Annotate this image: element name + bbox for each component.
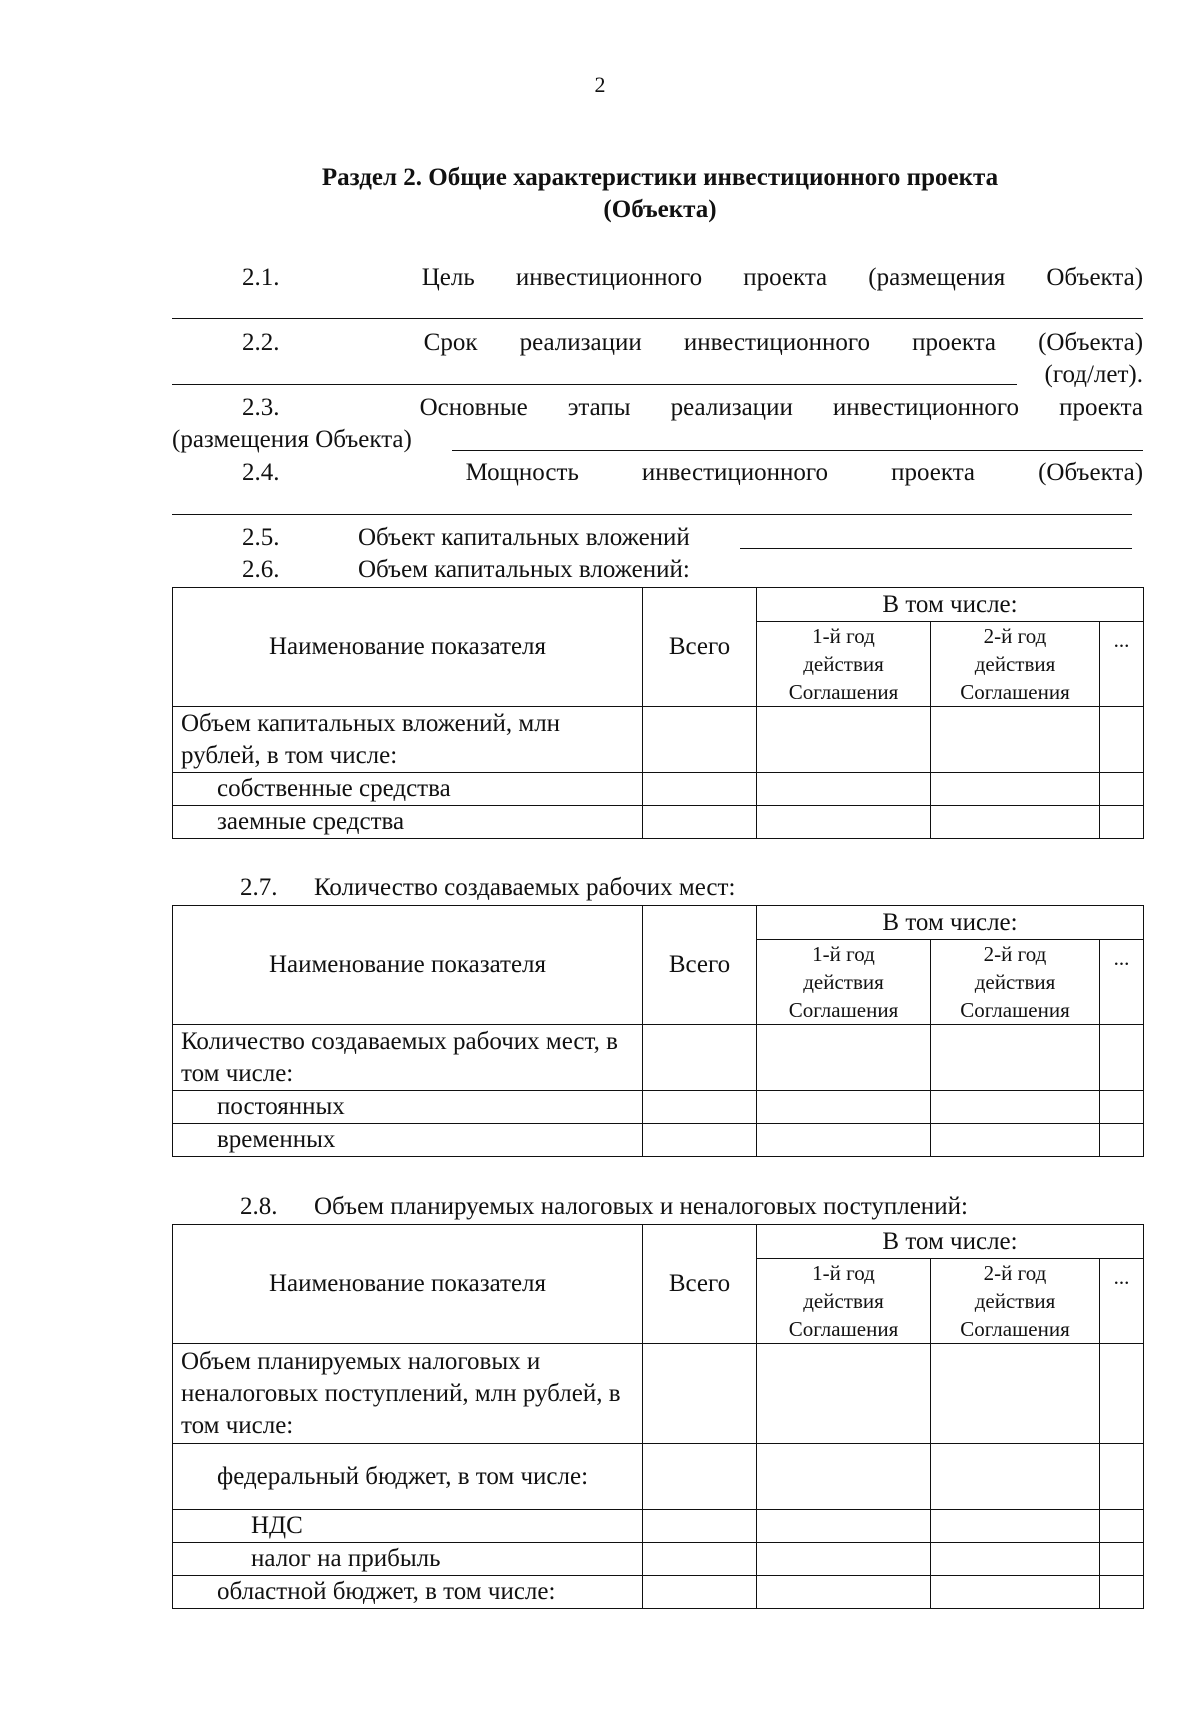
word: инвестиционного	[641, 459, 829, 486]
header-name: Наименование показателя	[173, 906, 643, 1025]
cell[interactable]	[931, 1344, 1100, 1444]
word: инвестиционного	[515, 264, 703, 291]
word: реализации	[670, 394, 793, 421]
header-year2-l3: Соглашения	[960, 998, 1070, 1022]
header-name: Наименование показателя	[173, 1225, 643, 1344]
header-year1-l2: действия	[803, 1289, 884, 1313]
header-year2-l1: 2-й год	[983, 624, 1047, 648]
row-label: Объем капитальных вложений, млн рублей, в том числе:	[173, 707, 643, 773]
cell[interactable]	[757, 1510, 931, 1543]
cell[interactable]	[1100, 1344, 1144, 1444]
word: проекта	[1059, 394, 1144, 421]
cell[interactable]	[931, 1025, 1100, 1091]
section-title	[170, 162, 1150, 226]
item-2-2	[172, 327, 1143, 359]
header-year2	[931, 940, 1100, 1025]
header-year2-l2: действия	[974, 652, 1056, 676]
header-year1	[757, 940, 931, 1025]
header-year2-l1: 2-й год	[983, 942, 1047, 966]
section-title-line1: Раздел 2. Общие характеристики инвестиционного проекта	[321, 164, 999, 191]
cell[interactable]	[1100, 1091, 1144, 1124]
word: Основные	[419, 394, 528, 421]
row-label: областной бюджет, в том числе:	[173, 1576, 643, 1609]
cell[interactable]	[931, 1510, 1100, 1543]
cell[interactable]	[1100, 1543, 1144, 1576]
fill-line-2-5[interactable]	[740, 548, 1132, 549]
fill-line-2-1[interactable]	[172, 318, 1143, 319]
word: инвестиционного	[832, 394, 1020, 421]
table-tax-revenues	[172, 1224, 1144, 1609]
cell[interactable]	[1100, 1444, 1144, 1510]
fill-line-2-3[interactable]	[452, 450, 1143, 451]
word: проекта	[891, 459, 976, 486]
word: этапы	[567, 394, 631, 421]
cell[interactable]	[643, 1025, 757, 1091]
header-including: В том числе:	[757, 906, 1144, 940]
word: Мощность	[465, 459, 579, 486]
item-number: 2.1.	[242, 264, 280, 291]
item-number: 2.5.	[242, 524, 280, 551]
item-2-7-text: Количество создаваемых рабочих мест:	[314, 874, 736, 901]
item-2-6-text: Объем капитальных вложений:	[358, 556, 690, 583]
item-number: 2.3.	[242, 394, 280, 421]
header-year2	[931, 622, 1100, 707]
header-total: Всего	[643, 1225, 757, 1344]
cell[interactable]	[643, 1444, 757, 1510]
header-year2-l2: действия	[974, 970, 1056, 994]
cell[interactable]	[757, 773, 931, 806]
cell[interactable]	[931, 773, 1100, 806]
header-year2-l1: 2-й год	[983, 1261, 1047, 1285]
header-year1-l2: действия	[803, 970, 884, 994]
item-2-4	[172, 457, 1143, 489]
word: Объекта)	[1046, 264, 1144, 291]
header-year1-l3: Соглашения	[788, 680, 899, 704]
table-row	[173, 1543, 1144, 1576]
header-year1-l2: действия	[803, 652, 884, 676]
row-label: НДС	[173, 1510, 643, 1543]
cell[interactable]	[931, 1124, 1100, 1157]
cell[interactable]	[643, 773, 757, 806]
header-more: ...	[1100, 622, 1144, 707]
header-year2-l2: действия	[974, 1289, 1056, 1313]
cell[interactable]	[757, 1344, 931, 1444]
cell[interactable]	[1100, 1124, 1144, 1157]
cell[interactable]	[757, 1025, 931, 1091]
item-2-3-cont	[172, 424, 1143, 456]
header-total: Всего	[643, 906, 757, 1025]
header-year1-l3: Соглашения	[788, 998, 899, 1022]
cell[interactable]	[931, 1543, 1100, 1576]
word: Срок	[423, 329, 478, 356]
cell[interactable]	[931, 1091, 1100, 1124]
cell[interactable]	[1100, 806, 1144, 839]
row-label: Количество создаваемых рабочих мест, в том числе:	[173, 1025, 643, 1091]
item-2-5	[172, 522, 1143, 554]
table-row	[173, 1124, 1144, 1157]
cell[interactable]	[643, 707, 757, 773]
cell[interactable]	[757, 1444, 931, 1510]
cell[interactable]	[643, 1091, 757, 1124]
cell[interactable]	[643, 1124, 757, 1157]
item-2-7	[240, 872, 735, 904]
table-row	[173, 1344, 1144, 1444]
header-year1-l1: 1-й год	[812, 1261, 875, 1285]
header-year1-l1: 1-й год	[812, 624, 875, 648]
header-including: В том числе:	[757, 588, 1144, 622]
item-number: 2.6.	[242, 556, 280, 583]
row-label: Объем планируемых налоговых и неналоговых поступлений, млн рублей, в том числе:	[173, 1344, 643, 1444]
cell[interactable]	[931, 1576, 1100, 1609]
table-row	[173, 1091, 1144, 1124]
cell[interactable]	[1100, 1576, 1144, 1609]
word: проекта	[912, 329, 997, 356]
header-year1-l1: 1-й год	[812, 942, 875, 966]
cell[interactable]	[1100, 707, 1144, 773]
header-more: ...	[1100, 940, 1144, 1025]
row-label: собственные средства	[173, 773, 643, 806]
item-number: 2.4.	[242, 459, 280, 486]
table-row	[173, 1444, 1144, 1510]
header-year2-l3: Соглашения	[960, 680, 1070, 704]
row-label: постоянных	[173, 1091, 643, 1124]
cell[interactable]	[757, 806, 931, 839]
cell[interactable]	[643, 1344, 757, 1444]
item-number: 2.7.	[240, 874, 278, 901]
cell[interactable]	[757, 1543, 931, 1576]
header-total: Всего	[643, 588, 757, 707]
cell[interactable]	[1100, 1510, 1144, 1543]
word: (Объекта)	[1038, 459, 1144, 486]
table-row	[173, 1025, 1144, 1091]
fill-line-2-4[interactable]	[172, 514, 1132, 515]
table-row	[173, 1576, 1144, 1609]
header-more: ...	[1100, 1259, 1144, 1344]
header-year1	[757, 1259, 931, 1344]
row-label: налог на прибыль	[173, 1543, 643, 1576]
item-2-8-text: Объем планируемых налоговых и неналоговых поступлений:	[314, 1193, 968, 1220]
cell[interactable]	[643, 1543, 757, 1576]
item-2-3	[172, 392, 1143, 424]
cell[interactable]	[931, 806, 1100, 839]
page-number: 2	[594, 72, 606, 97]
item-2-2-suffix: (год/лет).	[1044, 361, 1143, 388]
item-2-5-text: Объект капитальных вложений	[358, 524, 690, 551]
table-row	[173, 773, 1144, 806]
item-2-8	[240, 1191, 968, 1223]
table-row	[173, 707, 1144, 773]
cell[interactable]	[643, 1510, 757, 1543]
table-jobs	[172, 905, 1144, 1157]
word: (размещения	[868, 264, 1006, 291]
header-including: В том числе:	[757, 1225, 1144, 1259]
word: Цель	[421, 264, 475, 291]
header-year1	[757, 622, 931, 707]
header-year2-l3: Соглашения	[960, 1317, 1070, 1341]
word: реализации	[519, 329, 642, 356]
header-year2	[931, 1259, 1100, 1344]
cell[interactable]	[757, 1091, 931, 1124]
cell[interactable]	[643, 1576, 757, 1609]
cell[interactable]	[931, 707, 1100, 773]
table-row	[173, 806, 1144, 839]
cell[interactable]	[1100, 1025, 1144, 1091]
word: (Объекта)	[1038, 329, 1144, 356]
table-row	[173, 1510, 1144, 1543]
row-label: федеральный бюджет, в том числе:	[173, 1444, 643, 1510]
header-name: Наименование показателя	[173, 588, 643, 707]
item-number: 2.8.	[240, 1193, 278, 1220]
cell[interactable]	[1100, 773, 1144, 806]
header-year1-l3: Соглашения	[788, 1317, 899, 1341]
word: проекта	[743, 264, 828, 291]
row-label: заемные средства	[173, 806, 643, 839]
item-2-3-cont-text: (размещения Объекта)	[172, 426, 412, 453]
cell[interactable]	[757, 1576, 931, 1609]
item-number: 2.2.	[242, 329, 280, 356]
cell[interactable]	[757, 707, 931, 773]
item-2-6	[172, 554, 1143, 586]
row-label: временных	[173, 1124, 643, 1157]
word: инвестиционного	[683, 329, 871, 356]
section-title-line2: (Объекта)	[603, 196, 717, 223]
cell[interactable]	[643, 806, 757, 839]
cell[interactable]	[931, 1444, 1100, 1510]
item-2-1	[172, 262, 1143, 294]
cell[interactable]	[757, 1124, 931, 1157]
table-capital-investments	[172, 587, 1144, 839]
